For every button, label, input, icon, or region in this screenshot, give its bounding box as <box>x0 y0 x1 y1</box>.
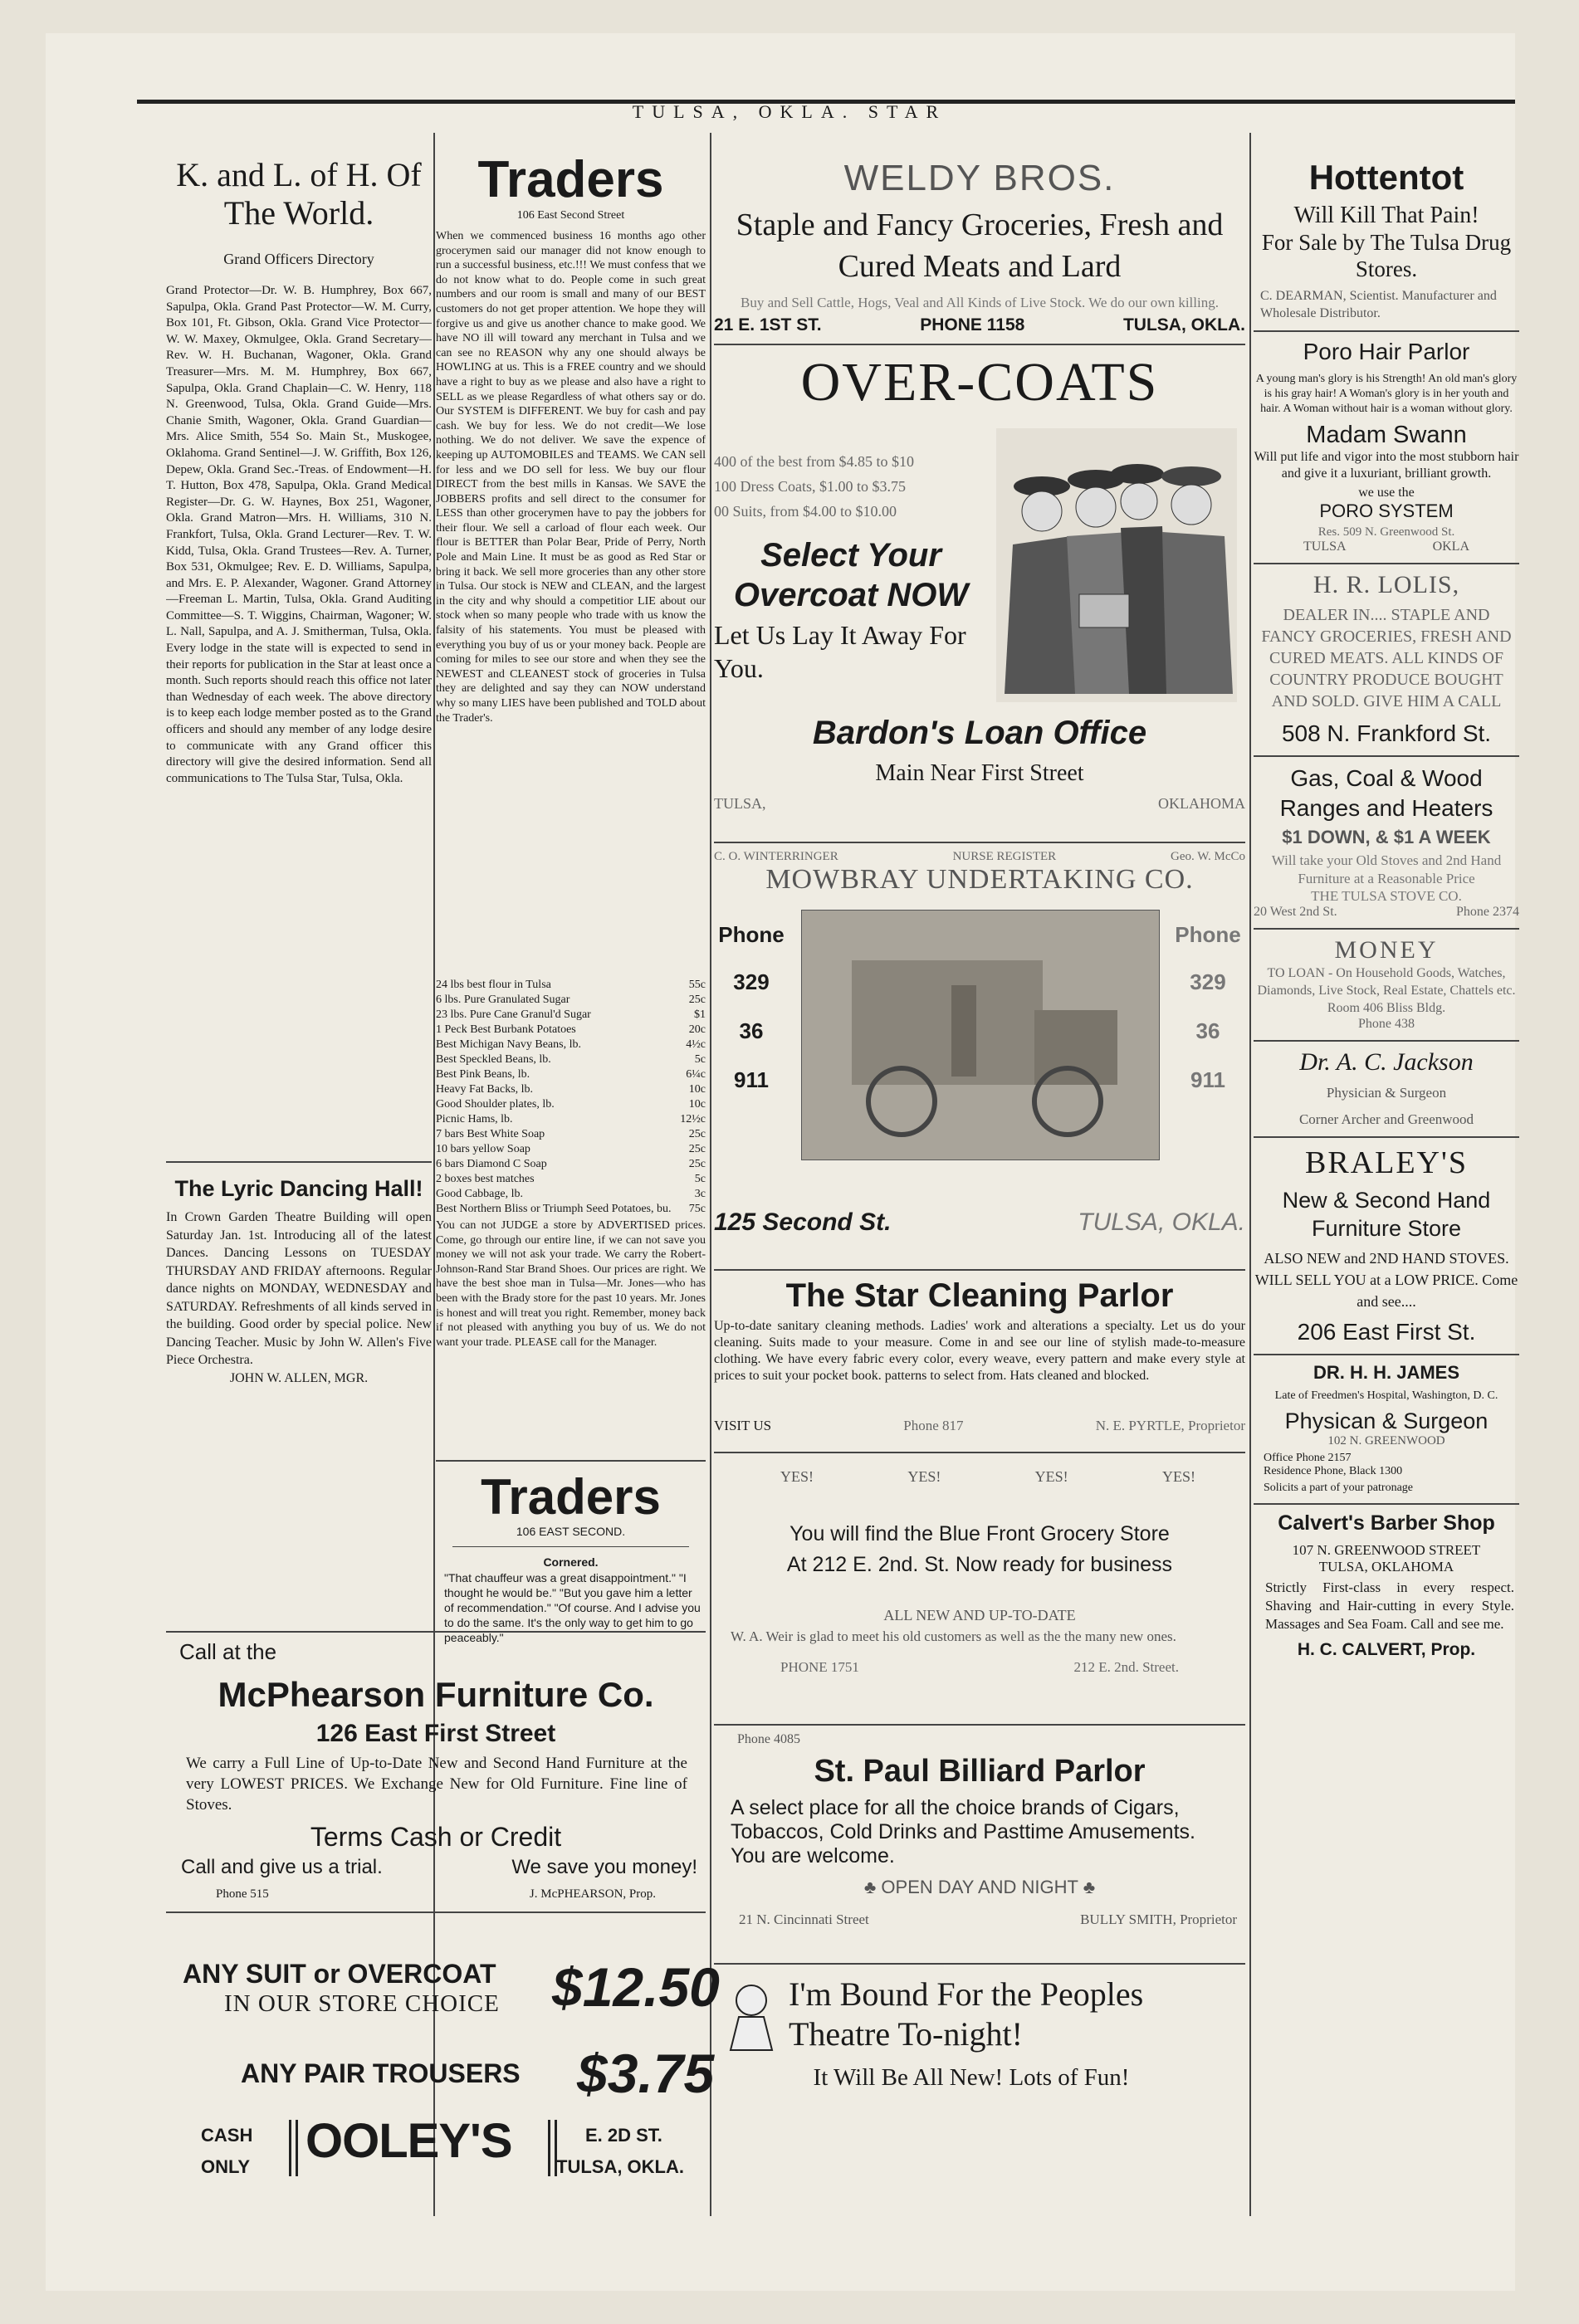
cornered-title: Cornered. <box>543 1555 599 1569</box>
lolis-title: H. R. LOLIS, <box>1313 571 1460 598</box>
ooley-cash: CASH <box>201 2125 253 2146</box>
price-item: 7 bars Best White Soap <box>436 1128 545 1140</box>
lolis-text: DEALER IN.... STAPLE AND FANCY GROCERIES, FRESH AND CURED MEATS. ALL KINDS OF COUNTRY PRODUCE BOUGHT AND SOLD. GIVE HIM A CALL <box>1261 606 1512 710</box>
column-rule <box>1249 133 1251 2216</box>
mcpherson-address: 126 East First Street <box>315 1720 556 1747</box>
blue-front-phone: PHONE 1751 <box>780 1659 859 1675</box>
column-4 <box>1254 133 1519 2241</box>
star-cleaning-prop: N. E. PYRTLE, Proprietor <box>1095 1418 1245 1433</box>
jackson-subtitle: Physician & Surgeon <box>1326 1085 1447 1101</box>
price-value: 25c <box>688 1128 706 1140</box>
column-1 <box>166 133 432 2241</box>
star-cleaning-text: Up-to-date sanitary cleaning methods. Ladies' work and alterations a specialty. Let us do your cleaning. Suits made to your measure. Come in and see our line of stylish made-to-measure clothing. We have every fabric every color, every weave, every pattern and make every style at prices to suit your pocket book. patterns to select from. Hats cleaned and blocked. <box>714 1319 1245 1383</box>
stove-terms: $1 DOWN, & $1 A WEEK <box>1282 827 1491 847</box>
column-2 <box>436 133 706 2241</box>
mcpherson-prop: J. McPHEARSON, Prop. <box>529 1887 656 1901</box>
stove-company: THE TULSA STOVE CO. <box>1311 888 1462 904</box>
braley-subtitle: New & Second Hand Furniture Store <box>1282 1188 1491 1241</box>
lyric-text: In Crown Garden Theatre Building will open Saturday Jan. 1st. Introducing all of the latest Dances. Dancing Lessons on TUESDAY THURSDAY AND FRIDAY afternoons. Regular dance nights on MONDAY, WEDNESDAY and SATURDAY. Refreshments of all kinds served in the building. Good order by special police. New Dancing Teacher. Music by John W. Allen's Five Piece Orchestra. <box>166 1210 432 1367</box>
money-phone: Phone 438 <box>1358 1017 1415 1031</box>
price-value: 5c <box>694 1173 706 1185</box>
price-item: Heavy Fat Backs, lb. <box>436 1083 534 1096</box>
star-cleaning-visit: VISIT US <box>714 1418 772 1433</box>
poro-text: A young man's glory is his Strength! An old man's glory is his gray hair! A Woman's glory is in her youth and hair. A Woman without hair is a woman without glory. <box>1255 373 1518 415</box>
ooley-line-2: IN OUR STORE CHOICE <box>224 1990 500 2017</box>
price-value: 10c <box>688 1083 706 1096</box>
mowbray-phone-number: 329 <box>733 969 770 994</box>
bardon-address: Main Near First Street <box>875 760 1084 786</box>
james-office-phone: Office Phone 2157 <box>1264 1452 1352 1464</box>
star-cleaning-title: The Star Cleaning Parlor <box>785 1277 1174 1314</box>
yes-text: YES! <box>907 1468 941 1485</box>
money-title: MONEY <box>1334 936 1439 964</box>
price-list-row <box>436 1052 706 1067</box>
price-value: 5c <box>694 1053 706 1066</box>
poro-okla: OKLA <box>1432 540 1469 554</box>
poro-tulsa: TULSA <box>1303 540 1347 554</box>
blue-front-line-2: At 212 E. 2nd. St. Now ready for business <box>786 1553 1173 1576</box>
club-icon: ♣ <box>1078 1877 1096 1897</box>
price-value: 55c <box>688 979 706 991</box>
mowbray-name-right: Geo. W. McCo <box>1171 850 1245 863</box>
price-item: Best Michigan Navy Beans, lb. <box>436 1038 581 1051</box>
poro-system: PORO SYSTEM <box>1319 500 1454 521</box>
overcoat-men-illustration <box>996 428 1237 702</box>
blue-front-all-new: ALL NEW AND UP-TO-DATE <box>883 1607 1076 1623</box>
blue-front-line-1: You will find the Blue Front Grocery Store <box>790 1522 1170 1545</box>
james-address: 102 N. GREENWOOD <box>1327 1434 1445 1448</box>
price-item: 23 lbs. Pure Cane Granul'd Sugar <box>436 1008 591 1021</box>
yes-text: YES! <box>1161 1468 1195 1485</box>
masthead-title: TULSA, OKLA. STAR <box>632 101 947 122</box>
braley-text: ALSO NEW and 2ND HAND STOVES. WILL SELL YOU at a LOW PRICE. Come and see.... <box>1254 1250 1518 1310</box>
jackson-title: Dr. A. C. Jackson <box>1299 1048 1474 1076</box>
price-list-row <box>436 978 706 993</box>
lolis-address: 508 N. Frankford St. <box>1281 720 1492 746</box>
price-value: 10c <box>688 1098 706 1111</box>
stove-phone: Phone 2374 <box>1456 905 1519 919</box>
overcoat-price-line: 400 of the best from $4.85 to $10 <box>714 453 914 470</box>
price-item: Best Speckled Beans, lb. <box>436 1053 551 1066</box>
mowbray-address: 125 Second St. <box>714 1208 892 1236</box>
price-value: $1 <box>694 1008 706 1021</box>
mowbray-phone-number: 911 <box>1190 1067 1225 1092</box>
price-value: 75c <box>688 1203 706 1215</box>
price-value: 25c <box>688 994 706 1006</box>
james-solicit: Solicits a part of your patronage <box>1264 1482 1414 1494</box>
hearse-photo <box>801 910 1160 1160</box>
price-item: Picnic Hams, lb. <box>436 1113 513 1125</box>
lyric-title: The Lyric Dancing Hall! <box>174 1176 423 1201</box>
price-list-row <box>436 1082 706 1097</box>
lyric-signature: JOHN W. ALLEN, MGR. <box>229 1370 369 1385</box>
price-item: Good Cabbage, lb. <box>436 1188 523 1200</box>
price-value: 25c <box>688 1143 706 1155</box>
poro-residence: Res. 509 N. Greenwood St. <box>1317 525 1455 539</box>
st-paul-phone: Phone 4085 <box>737 1732 800 1746</box>
peoples-line-2: Theatre To-night! <box>789 2015 1023 2053</box>
price-item: Good Shoulder plates, lb. <box>436 1098 555 1111</box>
hottentot-title: Hottentot <box>1308 158 1464 197</box>
st-paul-title: St. Paul Billiard Parlor <box>814 1754 1146 1789</box>
price-list-row <box>436 1142 706 1157</box>
mcpherson-text: We carry a Full Line of Up-to-Date New and Second Hand Furniture at the very LOWEST PRICES. We Exchange New for Old Furniture. Fine line of Stoves. <box>186 1755 687 1814</box>
price-list-row <box>436 1038 706 1052</box>
overcoat-price-line: 00 Suits, from $4.00 to $10.00 <box>714 503 897 520</box>
poro-title: Poro Hair Parlor <box>1303 339 1470 364</box>
mcpherson-trial: Call and give us a trial. <box>181 1856 383 1878</box>
weldy-phone: PHONE 1158 <box>920 315 1025 334</box>
st-paul-open: OPEN DAY AND NIGHT <box>881 1877 1078 1897</box>
peoples-line-3: It Will Be All New! Lots of Fun! <box>813 2064 1130 2091</box>
ooley-ad <box>166 1956 720 2208</box>
boy-illustration <box>722 1980 780 2054</box>
weldy-subtitle: Staple and Fancy Groceries, Fresh and Cured Meats and Lard <box>736 208 1224 284</box>
mowbray-name-left: C. O. WINTERRINGER <box>714 850 838 863</box>
ooley-line-1: ANY SUIT or OVERCOAT <box>183 1959 496 1989</box>
price-item: 10 bars yellow Soap <box>436 1143 530 1155</box>
poro-text-2: Will put life and vigor into the most stubborn hair and give it a luxuriant, brilliant growth. <box>1254 450 1519 481</box>
price-value: 4½c <box>686 1038 706 1051</box>
traders-text: When we commenced business 16 months ago other grocerymen said our manager did not know enough to run a successful business, etc.!!! We must confess that we do not know what to do. People come in such great numbers and our room is small and many of our BEST customers do not get proper attention. We hope they will forgive us and give us another chance to make good. We have NO ill will toward any merchant in Tulsa and we can see no REASON why any one should always be HOWLING at us. This is a FREE country and we should have a right to buy as we please and also have a right to SELL as we please Regardless of what others say or do. Our SYSTEM is DIFFERENT. We buy for cash and pay cash. We buy for less. We do not credit—We lose nothing. We do not deliver. We save the expence of keeping up AUTOMOBILES and TEAMS. We CAN sell for less and we DO sell for less. We buy our flour DIRECT from the best mills in Kansas. We SAVE the JOBBERS profits and sell direct to the consumer for LESS than other grocerymen have to pay the jobbers for their flour. We sell a carload of flour each week. Our flour is BETTER than Polar Bear, Pride of Perry, North Pole and Main Line. It must be as good as Red Star or bring it back. We sell more groceries than any other store in Tulsa. Our stock is NEW and CLEAN, and the largest in the city and why should a competitior LIE about our stock when so many people who trade with us know the falsity of his statements. You must be pleased with everything you buy of us or your money back. People are coming for miles to see our store and when they see the NEWEST and CLEANEST stock of groceries in Tulsa they are delighted and say they can NOW understand why so many LIES have been published and TOLD about the Trader's. <box>436 230 706 725</box>
poro-use: we use the <box>1358 486 1415 500</box>
mowbray-city: TULSA, OKLA. <box>1078 1208 1245 1236</box>
mowbray-title: MOWBRAY UNDERTAKING CO. <box>765 864 1194 895</box>
bardon-state: OKLAHOMA <box>1158 795 1245 812</box>
mowbray-phone-number: 36 <box>739 1018 764 1043</box>
price-list-row <box>436 1008 706 1023</box>
calvert-title: Calvert's Barber Shop <box>1278 1511 1495 1535</box>
price-list-row <box>436 1067 706 1082</box>
st-paul-prop: BULLY SMITH, Proprietor <box>1080 1911 1237 1927</box>
price-item: 6 lbs. Pure Granulated Sugar <box>436 994 570 1006</box>
price-list-row <box>436 1112 706 1127</box>
price-list-row <box>436 993 706 1008</box>
calvert-city: TULSA, OKLAHOMA <box>1318 1559 1454 1575</box>
james-title: DR. H. H. JAMES <box>1313 1362 1460 1383</box>
weldy-address: 21 E. 1ST ST. <box>714 315 822 334</box>
jackson-address: Corner Archer and Greenwood <box>1298 1111 1474 1127</box>
price-list-row <box>436 1023 706 1038</box>
cornered-text: "That chauffeur was a great disappointment." "I thought he would be." "But you gave him a letter of recommendation." "Of course. And I advise you to do the same. It's the only way to get him to go peaceably." <box>444 1571 701 1644</box>
hottentot-sale: For Sale by The Tulsa Drug Stores. <box>1261 230 1512 281</box>
price-value: 3c <box>694 1188 706 1200</box>
money-text: TO LOAN - On Household Goods, Watches, Diamonds, Live Stock, Real Estate, Chattels etc. Room 406 Bliss Bldg. <box>1257 966 1516 1015</box>
price-item: Best Pink Beans, lb. <box>436 1068 530 1081</box>
blue-front-address: 212 E. 2nd. Street. <box>1073 1659 1179 1675</box>
mcpherson-phone: Phone 515 <box>216 1887 269 1901</box>
column-3 <box>714 133 1245 2241</box>
calvert-prop: H. C. CALVERT, Prop. <box>1297 1640 1476 1659</box>
mcpherson-terms: Terms Cash or Credit <box>310 1822 562 1852</box>
ooley-address-2: TULSA, OKLA. <box>556 2156 684 2177</box>
kl-subtitle: Grand Officers Directory <box>223 251 374 267</box>
blue-front-text: W. A. Weir is glad to meet his old customers as well as the the many new ones. <box>731 1628 1176 1644</box>
kl-directory-text: Grand Protector—Dr. W. B. Humphrey, Box 667, Sapulpa, Okla. Grand Past Protector—W. M. Curry, Box 101, Ft. Gibson, Okla. Grand Vice Protector—W. W. Maxey, Okmulgee, Okla. Grand Secretary—Rev. W. H. Buchanan, Wagoner, Okla. Grand Treasurer—Mrs. M. M. Humphrey, Box 667, Sapulpa, Okla. Grand Chaplain—C. W. Henry, 118 N. Greenwood, Tulsa, Okla. Grand Guide—Mrs. Chanie Smith, Wagoner, Okla. Grand Guardian—Mrs. Alice Smith, 554 So. Main St., Muskogee, Oklahoma. Grand Sentinel—J. W. Griffith, Box 126, Depew, Okla. Grand Sec.-Treas. of Endowment—H. T. Hutton, Box 478, Sapulpa, Okla. Grand Medical Register—Dr. G. W. Haynes, Box 251, Wagoner, Okla. Grand Matron—Mrs. H. Williams, 310 N. Frankfort, Tulsa, Okla. Grand Lecturer—Rev. T. W. Kidd, Tulsa, Okla. Grand Trustees—Rev. A. Turner, Box 531, Okmulgee; Rev. E. D. Williams, Sapulpa, and Mrs. E. P. Alexander, Wagoner. Grand Attorney—Freeman L. Martin, Tulsa, Okla. Grand Auditing Committee—S. T. Wiggins, Chairman, Wagoner; W. L. Nall, Sapulpa, and A. J. Smitherman, Tulsa, Okla. Every lodge in the state will is expected to send in their reports for publication in the Star at least once a month. Such reports should reach this office not later than Wednesday of each week. The above directory is to keep each lodge member posted as to the Grand officers and should any member of any lodge desire to communicate with any Grand officer this directory will give the desired information. Send all communications to The Tulsa Star, Tulsa, Okla. <box>166 284 432 785</box>
stove-address: 20 West 2nd St. <box>1254 905 1337 919</box>
traders-title: Traders <box>477 151 664 208</box>
ooley-price-1: $12.50 <box>552 1956 720 2018</box>
overcoat-select: Select Your Overcoat NOW <box>733 537 969 613</box>
traders-address-2: 106 EAST SECOND. <box>516 1525 626 1538</box>
braley-title: BRALEY'S <box>1305 1145 1468 1180</box>
peoples-line-1: I'm Bound For the Peoples <box>789 1975 1144 2013</box>
ooley-line-3: ANY PAIR TROUSERS <box>241 2058 521 2088</box>
price-value: 20c <box>688 1023 706 1036</box>
weldy-city: TULSA, OKLA. <box>1122 315 1245 334</box>
stove-title: Gas, Coal & Wood Ranges and Heaters <box>1279 765 1493 821</box>
yes-text: YES! <box>1034 1468 1068 1485</box>
calvert-text: Strictly First-class in every respect. Shaving and Hair-cutting in every Style. Massages and Sea Foam. Call and see me. <box>1265 1579 1514 1632</box>
overcoats-title: OVER-COATS <box>800 352 1159 413</box>
weldy-text: Buy and Sell Cattle, Hogs, Veal and All Kinds of Live Stock. We do our own killing. <box>741 295 1219 310</box>
price-value: 6¼c <box>686 1068 706 1081</box>
mcpherson-ad <box>166 1639 706 1913</box>
ooley-price-2: $3.75 <box>577 2043 715 2104</box>
price-value: 25c <box>688 1158 706 1170</box>
price-list-row <box>436 1202 706 1217</box>
kl-title: K. and L. of H. Of The World. <box>176 156 422 232</box>
traders-price-list <box>436 978 706 1217</box>
price-item: 2 boxes best matches <box>436 1173 535 1185</box>
price-list-row <box>436 1172 706 1187</box>
mcpherson-call: Call at the <box>179 1639 277 1664</box>
mowbray-phone-number: 36 <box>1195 1018 1220 1043</box>
weldy-title: WELDY BROS. <box>843 158 1116 198</box>
st-paul-address: 21 N. Cincinnati Street <box>739 1911 869 1927</box>
mowbray-phone-label: Phone <box>718 922 785 947</box>
star-cleaning-phone: Phone 817 <box>903 1418 964 1433</box>
ooley-address-1: E. 2D ST. <box>585 2125 662 2146</box>
mcpherson-name: McPhearson Furniture Co. <box>218 1675 654 1714</box>
ooley-only: ONLY <box>201 2156 251 2177</box>
mowbray-phone-label: Phone <box>1175 922 1241 947</box>
overcoat-layaway: Let Us Lay It Away For You. <box>714 620 966 683</box>
yes-text: YES! <box>780 1468 814 1485</box>
mowbray-nurse: NURSE REGISTER <box>952 850 1057 863</box>
calvert-address: 107 N. GREENWOOD STREET <box>1292 1542 1481 1558</box>
bardon-title: Bardon's Loan Office <box>812 715 1147 751</box>
mowbray-phone-number: 911 <box>734 1067 769 1092</box>
overcoat-price-line: 100 Dress Coats, $1.00 to $3.75 <box>714 478 906 495</box>
traders-address: 106 East Second Street <box>516 209 625 222</box>
price-item: 1 Peck Best Burbank Potatoes <box>436 1023 576 1036</box>
james-residence-phone: Residence Phone, Black 1300 <box>1264 1465 1403 1477</box>
braley-address: 206 East First St. <box>1297 1319 1476 1345</box>
price-list-row <box>436 1187 706 1202</box>
mowbray-phone-number: 329 <box>1190 969 1226 994</box>
price-list-row <box>436 1097 706 1112</box>
price-list-row <box>436 1157 706 1172</box>
poro-name: Madam Swann <box>1306 422 1467 448</box>
hottentot-text: C. DEARMAN, Scientist. Manufacturer and Wholesale Distributor. <box>1260 289 1497 320</box>
mcpherson-save: We save you money! <box>511 1856 697 1878</box>
price-value: 12½c <box>680 1113 706 1125</box>
st-paul-text: A select place for all the choice brands of Cigars, Tobaccos, Cold Drinks and Pasttime Amusements. You are welcome. <box>731 1796 1195 1868</box>
club-icon: ♣ <box>863 1877 882 1897</box>
traders-text-2: You can not JUDGE a store by ADVERTISED prices. Come, go through our entire line, if we can not save you money we will not ask your trade. We carry the Robert-Johnson-Rand Star Brand Shoes. Our prices are right. We have the best shoe man in Tulsa—Mr. Jones—who has been with the Brady store for the past 10 years. Mr. Jones is honest and will treat you right. Remember, money back if not pleased with anything you buy of us. We do not want your trade. PLEASE call for the Manager. <box>436 1219 706 1349</box>
hottentot-subtitle: Will Kill That Pain! <box>1293 203 1479 228</box>
price-item: 6 bars Diamond C Soap <box>436 1158 547 1170</box>
ooley-name: OOLEY'S <box>306 2114 512 2168</box>
price-list-row <box>436 1127 706 1142</box>
traders-title-2: Traders <box>481 1469 661 1525</box>
price-item: Best Northern Bliss or Triumph Seed Potatoes, bu. <box>436 1203 672 1215</box>
bardon-city: TULSA, <box>714 795 766 812</box>
price-item: 24 lbs best flour in Tulsa <box>436 979 551 991</box>
column-rule <box>710 133 711 2216</box>
james-late: Late of Freedmen's Hospital, Washington, D. C. <box>1274 1389 1498 1402</box>
james-subtitle: Physican & Surgeon <box>1284 1409 1489 1433</box>
stove-text: Will take your Old Stoves and 2nd Hand Furniture at a Reasonable Price <box>1271 852 1502 886</box>
